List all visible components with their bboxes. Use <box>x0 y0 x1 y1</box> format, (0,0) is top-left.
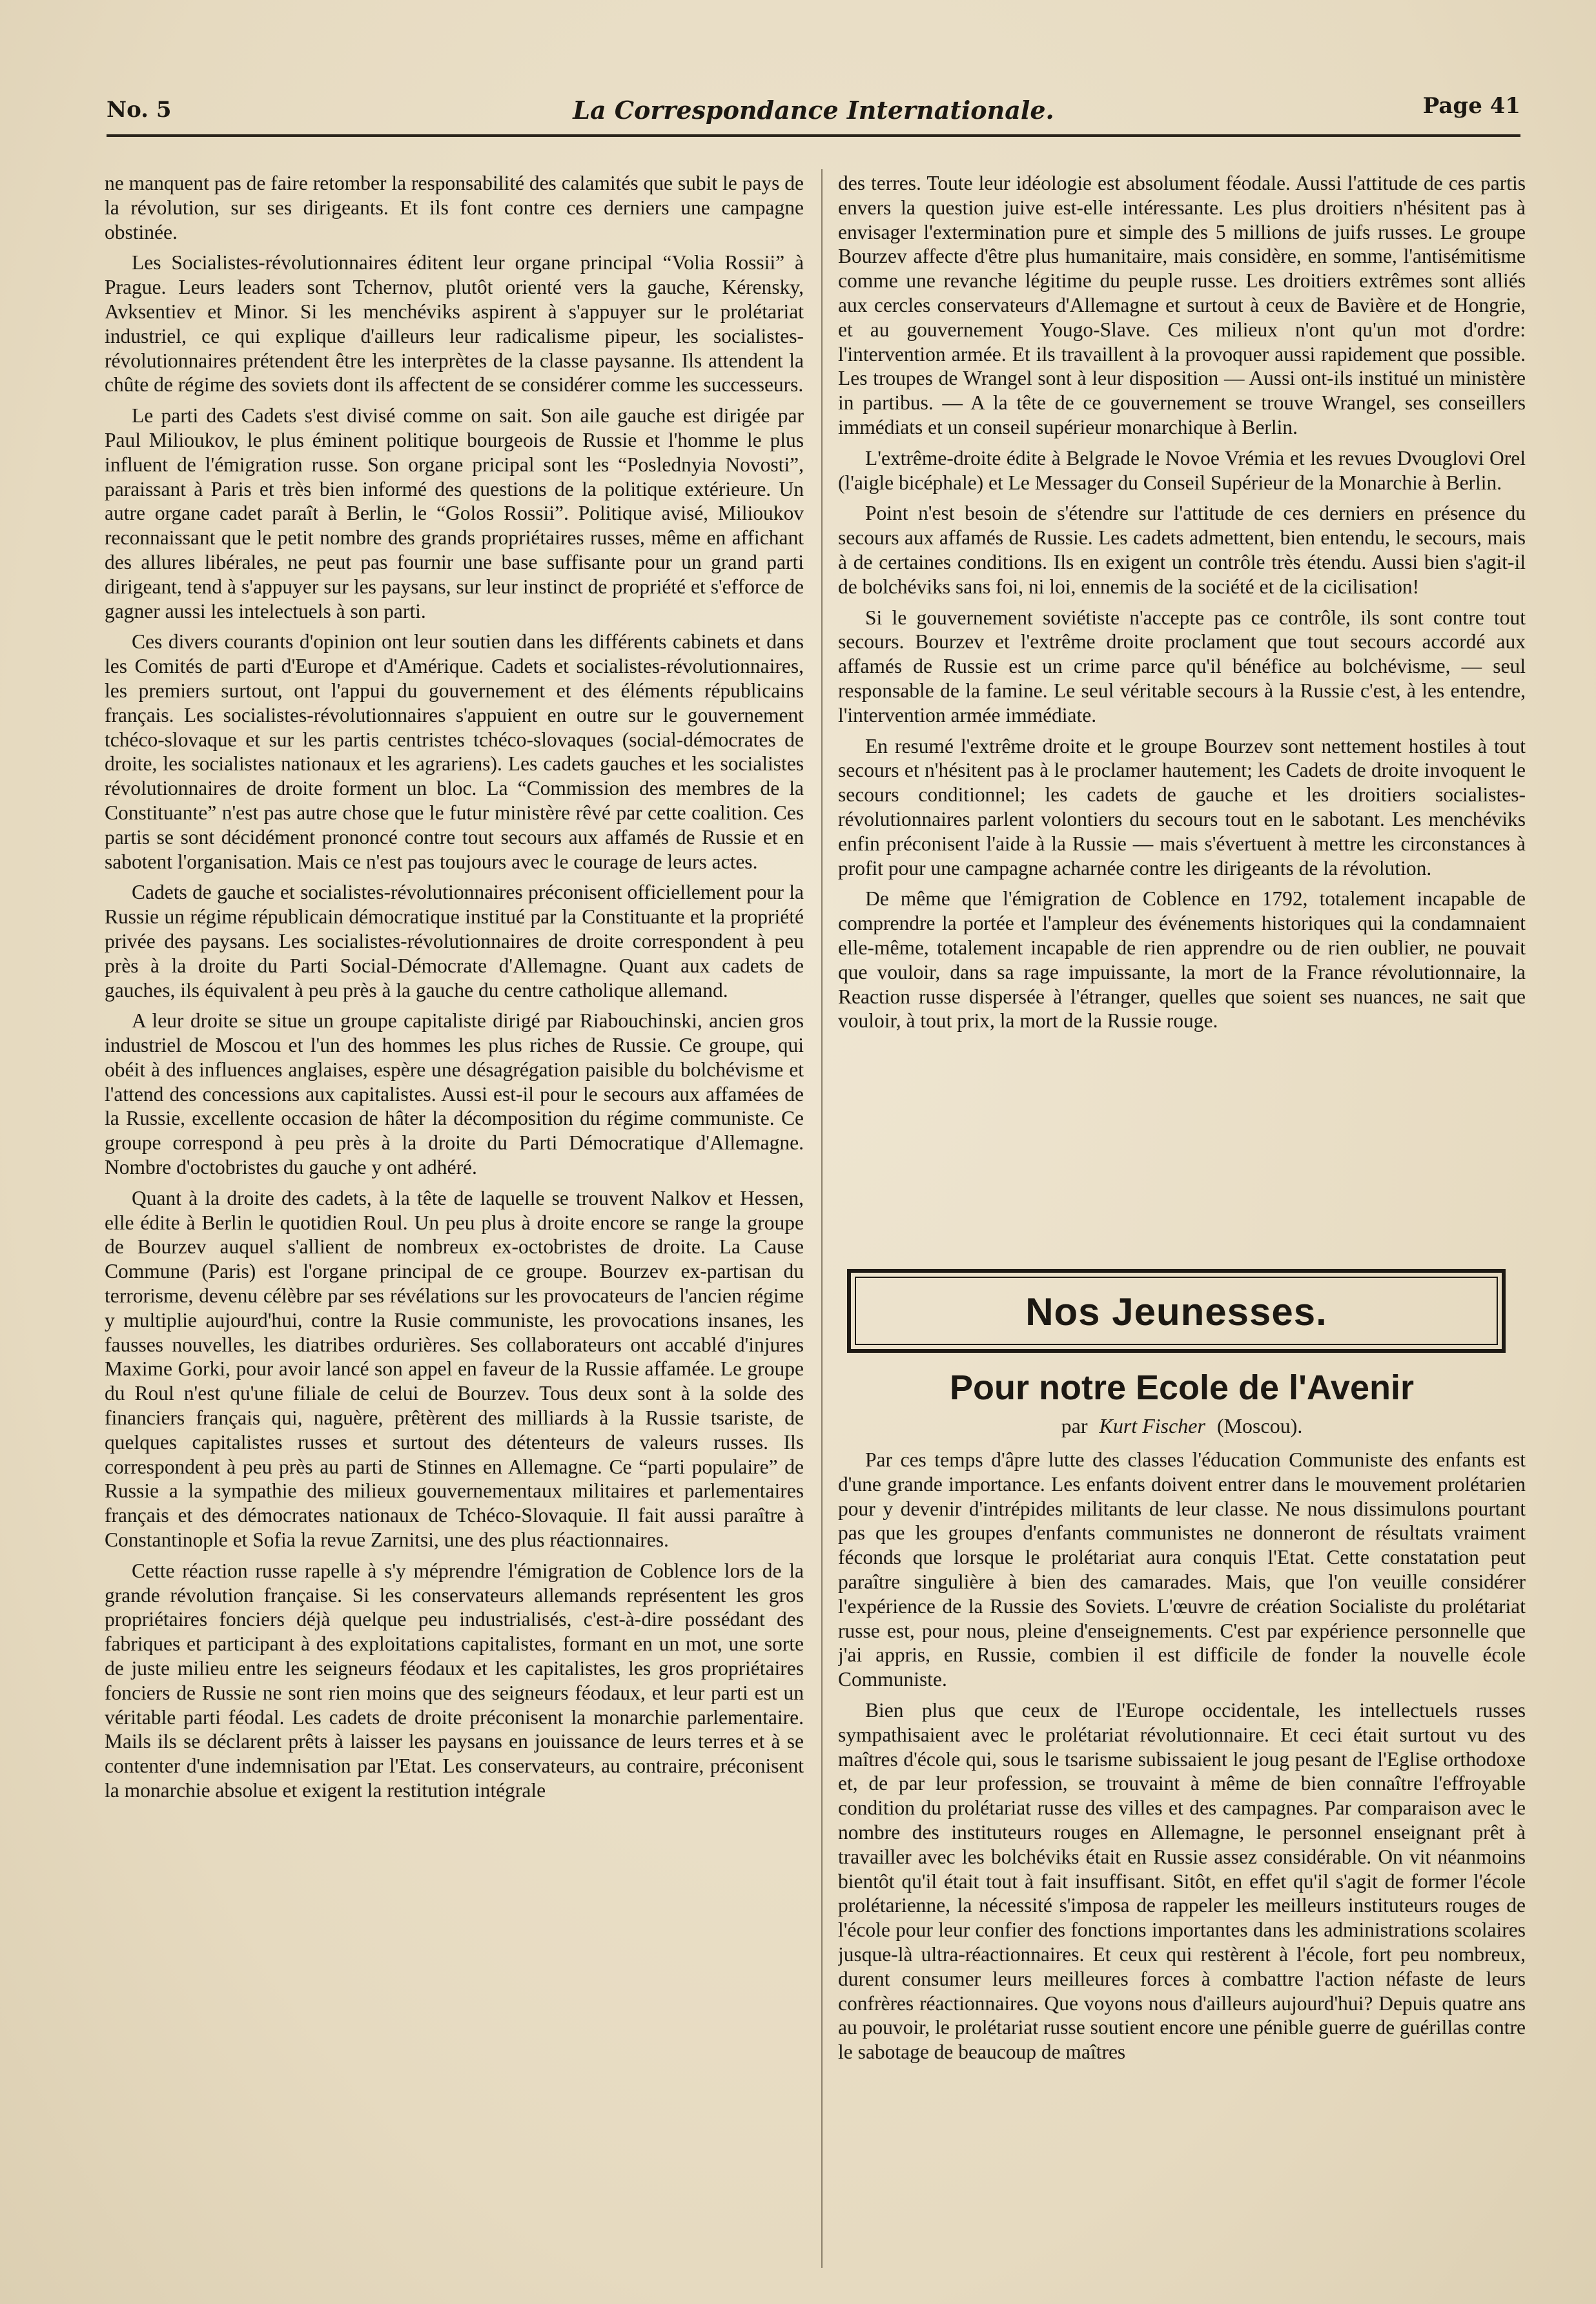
section-heading: Nos Jeunesses. <box>1025 1290 1327 1333</box>
left-column <box>105 171 804 2289</box>
paragraph: ne manquent pas de faire retomber la responsabilité des calamités que subit le pays de la révolution, sur ses dirigeants. Et ils font contre ces derniers une campagne obstinée. <box>105 172 804 243</box>
paragraph: Ces divers courants d'opinion ont leur soutien dans les différents cabinets et dans les Comités de parti d'Europe et d'Amérique. Cadets et socialistes-révolutionnaires, les premiers surtout, ont l'appui du gouvernement et des éléments républicains français. Les socialistes-révolutionnaires s'appuient en outre sur le gouvernement tchéco-slovaque et sur les partis centristes tchéco-slovaques (social-démocrates de droite, les socialistes nationaux et les agrariens). Les cadets gauches et les socialistes révolutionnaires de droite forment un bloc. La “Commission des membres de la Constituante” n'est pas autre chose que le futur ministère rêvé par cette coalition. Ces partis se sont décidément prononcé contre tout secours aux affamés de Russie et en sabotent l'organisation. Mais ce n'est pas toujours avec le courage de leurs actes. <box>105 630 804 873</box>
publication-title: La Correspondance Internationale. <box>573 96 1054 125</box>
paragraph: Par ces temps d'âpre lutte des classes l'éducation Communiste des enfants est d'une grande importance. Les enfants doivent entrer dans le mouvement prolétarien pour y devenir d'intrépides militants de leur classe. Ne nous dissimulons pourtant pas que les groupes d'enfants communistes ne donneront de résultats vraiment féconds que lorsque le prolétariat aura conquis l'Etat. Cette constatation peut paraître singulière à bien des camarades. Mais, que l'on veuille considérer l'expérience de la Russie des Soviets. L'œuvre de création Socialiste du prolétariat russe est, pour nous, pleine d'enseignements. C'est par expérience personnelle que j'ai appris, en Russie, combien il est difficile de fonder la nouvelle école Communiste. <box>838 1448 1526 1691</box>
page-header <box>107 90 1520 136</box>
header-rule <box>107 134 1520 137</box>
paragraph: Bien plus que ceux de l'Europe occidentale, les intellectuels russes sympathisaient avec le prolétariat révolutionnaire. Et ceci était surtout vu des maîtres d'école qui, sous le tsarisme subissaient le joug pesant de l'Eglise orthodoxe et, de par leur profession, se trouvaint à même de bien connaître l'effroyable condition du prolétariat russe des villes et des campagnes. Par comparaison avec le nombre des instituteurs rouges en Allemagne, le personnel enseignant prêt à travailler avec les bolchéviks était en Russie assez considérable. On vit néanmoins bientôt qu'il était tout à fait insuffisant. Sitôt, en effet qu'il s'agit de former l'école prolétarienne, la nécessité s'imposa de rappeler les meilleurs instituteurs rouges de l'école pour leur confier des fonctions importantes dans les administrations scolaires jusque-là ultra-réactionnaires. Et ceux qui restèrent à l'école, fort peu nombreux, durent consumer leurs meilleures forces à combattre l'action néfaste de leurs confrères réactionnaires. Que voyons nous d'ailleurs aujourd'hui? Depuis quatre ans au pouvoir, le prolétariat russe soutient encore une pénible guerre de guérillas contre le sabotage de beaucoup de maîtres <box>838 1698 1526 2064</box>
paragraph: L'extrême-droite édite à Belgrade le Novoe Vrémia et les revues Dvouglovi Orel (l'aigle bicéphale) et Le Messager du Conseil Supérieur de la Monarchie à Berlin. <box>838 446 1526 494</box>
page-number: Page 41 <box>1422 93 1520 119</box>
author-location: (Moscou). <box>1216 1414 1303 1437</box>
paragraph: Si le gouvernement soviétiste n'accepte pas ce contrôle, ils sont contre tout secours. Bourzev et l'extrême droite proclament que tout secours accordé aux affamés de Russie est un crime parce qu'il bénéfice au bolchévisme, — seul responsable de la famine. Le seul véritable secours à la Russie c'est, à les entendre, l'intervention armée immédiate. <box>838 606 1526 726</box>
article-body <box>838 1448 1526 2294</box>
paragraph: A leur droite se situe un groupe capitaliste dirigé par Riabouchinski, ancien gros industriel de Moscou et l'un des hommes les plus riches de Russie. Ce groupe, qui obéit à des influences anglaises, espère une désagrégation paisible du bolchévisme et l'attend des concessions aux capitalistes. Aussi est-il pour le secours aux affamées de la Russie, excellente occasion de hâter la décomposition du régime communiste. Ce groupe correspond à peu près à la droite du Parti Démocratique d'Allemagne. Nombre d'octobristes du gauche y ont adhéré. <box>105 1009 804 1179</box>
author-name: Kurt Fischer <box>1099 1414 1205 1437</box>
right-column <box>838 171 1526 1256</box>
paragraph: Point n'est besoin de s'étendre sur l'attitude de ces derniers en présence du secours aux affamés de Russie. Les cadets admettent, bien entendu, le secours, mais à de certaines conditions. Ils en exigent un contrôle très étendu. Aussi bien s'agit-il de bolchéviks sans foi, ni loi, ennemis de la société et de la cicilisation! <box>838 502 1526 598</box>
paragraph: Le parti des Cadets s'est divisé comme on sait. Son aile gauche est dirigée par Paul Milioukov, le plus éminent politique bourgeois de Russie et l'homme le plus influent de l'émigration russe. Son organe pricipal sont les “Poslednyia Novosti”, paraissant à Paris et très bien informé des questions de la politique extérieure. Un autre organe cadet paraît à Berlin, le “Golos Rossii”. Politique avisé, Milioukov reconnaissant que le petit nombre des grands propriétaires russes, même en affichant des allures libérales, ne peut pas fournir une base suffisante pour un grand parti dirigeant, tend à s'appuyer sur les paysans, sur leur instinct de propriété et s'efforce de gagner aussi les intelectuels à son parti. <box>105 404 804 622</box>
section-heading-box <box>847 1269 1506 1353</box>
paragraph: Quant à la droite des cadets, à la tête de laquelle se trouvent Nalkov et Hessen, elle édite à Berlin le quotidien Roul. Un peu plus à droite encore se range la groupe de Bourzev auquel s'allient de nombreux ex-octobristes de droite. La Cause Commune (Paris) est l'organe principal de ce groupe. Bourzev ex-partisan du terrorisme, devenu célèbre par ses révélations sur les provocateurs de l'ancien régime y multiplie aujourd'hui, contre la Rusie communiste, les provocations insanes, les fausses nouvelles, les diatribes ordurières. Ses collaborateurs ont accablé d'injures Maxime Gorki, pour avoir lancé son appel en faveur de la Russie affamée. Le groupe du Roul n'est qu'une filiale de celui de Bourzev. Tous deux sont à la solde des financiers français qui, naguère, prêtèrent des milliards à la Russie tsariste, de quelques capitalistes russes et surtout des détenteurs de valeurs russes. Ils correspondent à peu près au parti de Stinnes en Allemagne. Ce “parti populaire” de Russie a la sympathie des milieux gouvernementaux militaires et parlementaires français et des démocrates nationaux de Tchéco-Slovaquie. Il fait aussi paraître à Constantinople et Sofia la revue Zarnitsi, une des plus réactionnaires. <box>105 1186 804 1552</box>
paragraph: De même que l'émigration de Coblence en 1792, totalement incapable de comprendre la portée et l'ampleur des événements historiques qui la condamnaient elle-même, totalement incapable de rien apprendre ou de rien oublier, ne pouvait que vouloir, dans sa rage impuissante, la mort de la France révolutionnaire, la Reaction russe dispersée à l'étranger, quelles que soient ses nuances, ne sait que vouloir, à tout prix, la mort de la Russie rouge. <box>838 887 1526 1033</box>
article-title: Pour notre Ecole de l'Avenir <box>949 1368 1414 1407</box>
issue-number: No. 5 <box>107 97 172 123</box>
paragraph: Cette réaction russe rapelle à s'y méprendre l'émigration de Coblence lors de la grande révolution française. Si les conservateurs allemands représentent les gros propriétaires fonciers déjà quelque peu industrialisés, c'est-à-dire possédant des fabriques et participant à des exploitations capitalistes, formant en un mot, une sorte de juste milieu entre les seigneurs féodaux et les capitalistes, les gros propriétaires fonciers de Russie ne sont rien moins que des seigneurs féodaux, et leur parti est un véritable parti féodal. Les cadets de droite préconisent la monarchie parlementaire. Mails ils se déclarent prêts à laisser les paysans en jouissance de leurs terres et à se contenter d'une indemnisation par l'Etat. Les conservateurs, au contraire, préconisent la monarchie absolue et exigent la restitution intégrale <box>105 1559 804 1802</box>
byline-prefix: par <box>1061 1414 1088 1437</box>
paragraph: En resumé l'extrême droite et le groupe Bourzev sont nettement hostiles à tout secours et n'hésitent pas à le proclamer hautement; les Cadets de droite invoquent le secours conditionnel; les cadets de gauche et les droitiers socialistes-révolutionnaires parlent volontiers du secours tout en le sabotant. Les menchéviks enfin préconisent l'aide à la Russie — mais s'évertuent à mettre les circonstances à profit pour une campagne acharnée contre les dirigeants de la révolution. <box>838 734 1526 879</box>
paragraph: Les Socialistes-révolutionnaires éditent leur organe principal “Volia Rossii” à Prague. Leurs leaders sont Tchernov, plutôt orienté vers la gauche, Kérensky, Avksentiev et Minor. Si les menchéviks aspirent à s'appuyer sur le prolétariat industriel, ce qui explique d'ailleurs leur radicalisme pipeur, les socialistes-révolutionnaires prétendent être les interprètes de la classe paysanne. Ils attendent la chûte de régime des soviets dont ils affectent de se considérer comme les successeurs. <box>105 251 804 396</box>
paragraph: Cadets de gauche et socialistes-révolutionnaires préconisent officiellement pour la Russie un régime républicain démocratique institué par la Constituante et la propriété privée des paysans. Les socialistes-révolutionnaires de droite correspondent à peu près à la droite du Parti Social-Démocrate d'Allemagne. Quant aux cadets de gauches, ils équivalent à peu près à la gauche du centre catholique allemand. <box>105 881 804 1002</box>
paragraph: des terres. Toute leur idéologie est absolument féodale. Aussi l'attitude de ces partis envers la question juive est-elle intéressante. Les plus droitiers n'hésitent pas à envisager l'extermination pure et simple des 5 millions de juifs russes. Le groupe Bourzev affecte d'être plus humanitaire, mais considère, en somme, l'antisémitisme comme une revanche légitime du peuple russe. Les droitiers extrêmes sont alliés aux cercles conservateurs d'Allemagne et surtout à ceux de Bavière et de Hongrie, et au gouvernement Yougo-Slave. Ces milieux n'ont qu'un mot d'ordre: l'intervention armée. Et ils travaillent à la provoquer aussi rapidement que possible. Les troupes de Wrangel sont à leur disposition — Aussi ont-ils institué un ministère in partibus. — A la tête de ce gouvernement se trouve Wrangel, ses conseillers immédiats et un conseil supérieur monarchique à Berlin. <box>838 172 1526 438</box>
article-byline <box>838 1414 1526 1438</box>
column-divider <box>821 169 823 2268</box>
